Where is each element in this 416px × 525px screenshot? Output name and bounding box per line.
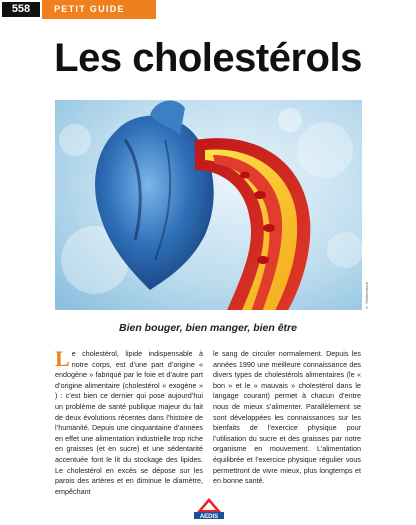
- issue-badge: [0, 0, 42, 19]
- heart-artery-illustration-icon: [55, 100, 362, 310]
- page-title: Les cholestérols: [54, 36, 362, 80]
- logo-text: AEDIS: [199, 514, 219, 519]
- drop-cap: L: [55, 346, 70, 371]
- photo-credit: © Shutterstock: [364, 281, 369, 310]
- aedis-logo-icon: [192, 497, 226, 519]
- column-1-text: e cholestérol, lipide indispensable à notre corps, est d’une part d’origine « endogène » fabriqué par le foie et d’autre part d’origine alimentaire (cholestérol « exogène » ) : c’est bien ce dernier qui pose aujourd’hui un problème de santé publique majeur du fait de deux évolutions récentes dans l’histoire de l’humanité. Depuis une cinquantaine d’années en effet une alimentation industrielle trop riche en graisses (et en sucre) et une sédentarité accentuée font le lit du stockage des lipides. Le cholestérol en excès se dépose sur les parois des artères et en diminue le diamètre, empêchant: [55, 349, 203, 496]
- issue-number: 558: [2, 2, 40, 17]
- body-column-1: [55, 346, 203, 497]
- body-column-2: le sang de circuler normalement. Depuis les années 1990 une meilleure connaissance des divers types de cholestérols alimentaires (le « bon » et le « mauvais » cholestérol dans le langage courant) permet à chacun d’entre nous de mieux s’alimenter. Parallèlement se sont développées les connaissances sur les bienfaits de l’exercice physique pour l’utilisation du sucre et des graisses par notre organisme en mouvement. L’alimentation équilibrée et l’exercice physique régulier vous permettront de vivre mieux, plus longtemps et en bonne santé.: [213, 349, 361, 486]
- subtitle: Bien bouger, bien manger, bien être: [119, 322, 297, 334]
- header-bar: [0, 0, 156, 19]
- series-label: PETIT GUIDE: [42, 0, 156, 19]
